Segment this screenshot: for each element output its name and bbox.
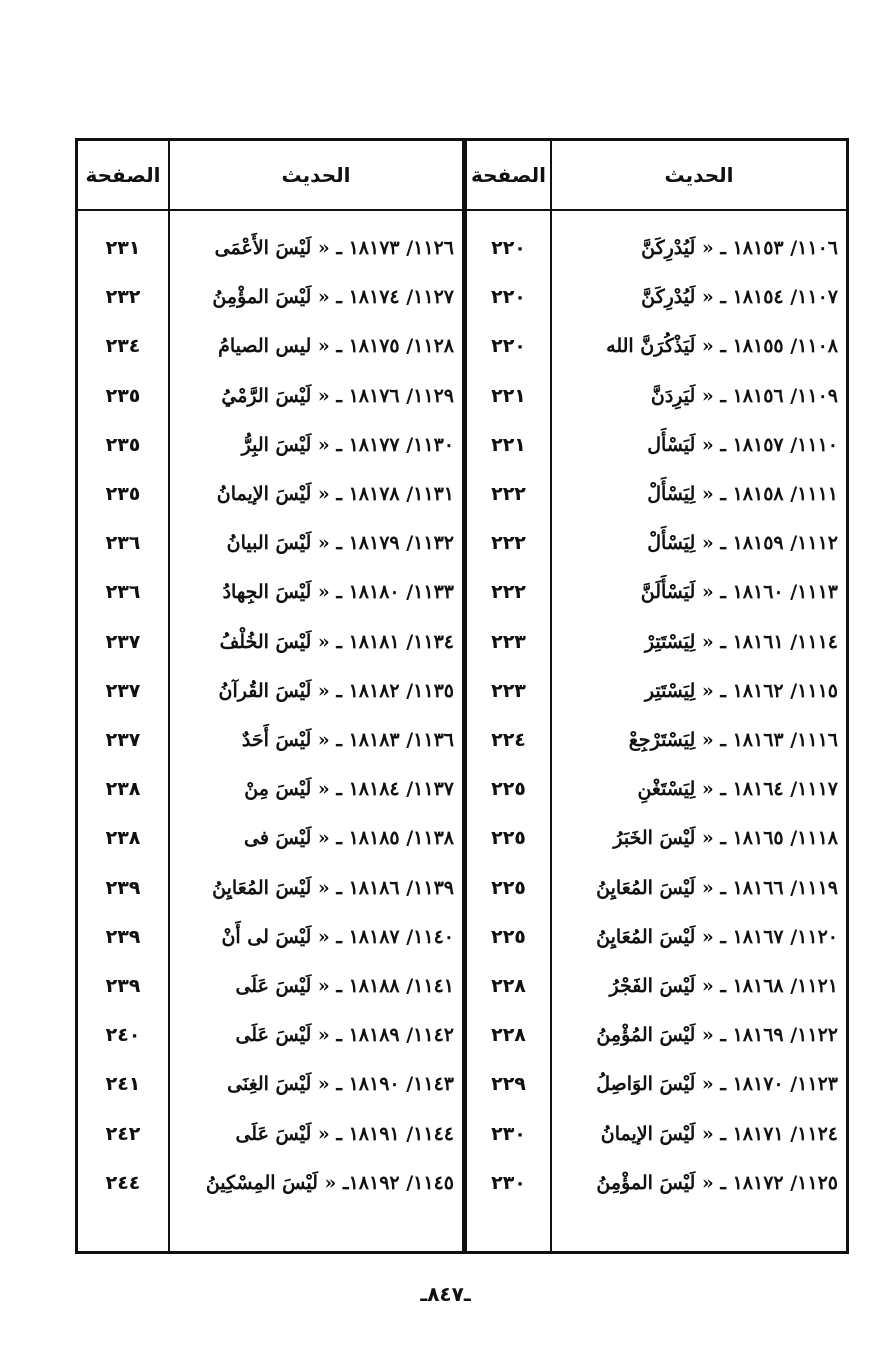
right-hadith-cell: ١١١١/ ١٨١٥٨ ـ « لِيَسْأَلْ — [647, 483, 838, 505]
table-row — [78, 813, 846, 863]
left-hadith-cell: ١١٤٤/ ١٨١٩١ ـ « لَيْسَ عَلَى — [235, 1122, 454, 1145]
right-hadith-cell: ١١١٦/ ١٨١٦٣ ـ « لِيَسْتَرْجِعْ — [628, 729, 838, 751]
left-page-cell: ٢٣٨ — [105, 827, 141, 850]
table-row — [78, 1158, 846, 1208]
left-page-cell: ٢٣٤ — [105, 335, 141, 358]
table-row — [78, 223, 846, 273]
table-row — [78, 1109, 846, 1159]
right-page-cell: ٢٣٠ — [491, 1122, 526, 1145]
left-page-cell: ٢٣٥ — [105, 433, 141, 456]
table-row — [78, 518, 846, 568]
header-right-page: الصفحة — [471, 163, 547, 187]
left-page-cell: ٢٣٧ — [105, 630, 141, 653]
left-hadith-cell: ١١٣٩/ ١٨١٨٦ ـ « لَيْسَ المُعَايِنُ — [212, 876, 454, 899]
left-page-cell: ٢٣٥ — [105, 384, 141, 407]
table-row — [78, 567, 846, 617]
right-page-cell: ٢٢٩ — [491, 1073, 526, 1096]
right-hadith-cell: ١١١٠/ ١٨١٥٧ ـ « لَيَسْأَل — [647, 433, 838, 456]
header-divider — [78, 209, 846, 211]
right-hadith-cell: ١١٠٧/ ١٨١٥٤ ـ « لَيُدْرِكَنَّ — [641, 286, 838, 309]
left-page-cell: ٢٣١ — [105, 237, 141, 259]
right-page-cell: ٢٢٠ — [491, 335, 526, 358]
left-hadith-cell: ١١٢٦/ ١٨١٧٣ ـ « لَيْسَ الأَعْمَى — [214, 237, 454, 259]
left-hadith-cell: ١١٣٤/ ١٨١٨١ ـ « لَيْسَ الخُلْفُ — [219, 630, 454, 653]
left-hadith-cell: ١١٤٣/ ١٨١٩٠ ـ « لَيْسَ الغِنَى — [227, 1073, 454, 1096]
left-hadith-cell: ١١٤٥/ ١٨١٩٢ـ « لَيْسَ المِسْكِينُ — [205, 1171, 454, 1194]
table-row — [78, 912, 846, 962]
right-page-cell: ٢٢٥ — [491, 876, 526, 899]
right-hadith-cell: ١١١٨/ ١٨١٦٥ ـ « لَيْسَ الخَبَرُ — [613, 827, 838, 850]
right-hadith-cell: ١١٢٣/ ١٨١٧٠ ـ « لَيْسَ الوَاصِلُ — [596, 1073, 838, 1096]
right-hadith-cell: ١١١٤/ ١٨١٦١ ـ « لِيَسْتَتِرْ — [644, 630, 838, 653]
right-page-cell: ٢٢١ — [491, 384, 526, 407]
right-page-cell: ٢٢٥ — [491, 925, 526, 948]
right-page-cell: ٢٢٨ — [491, 1024, 526, 1047]
table-row — [78, 272, 846, 322]
table-row — [78, 617, 846, 667]
header-right-hadith: الحديث — [664, 163, 734, 187]
page-number: ـ٨٤٧ـ — [420, 1282, 471, 1306]
right-hadith-cell: ١١٢١/ ١٨١٦٨ ـ « لَيْسَ الفَجْرُ — [609, 975, 838, 997]
left-page-cell: ٢٣٦ — [105, 581, 141, 604]
table-row — [78, 420, 846, 470]
left-hadith-cell: ١١٣٣/ ١٨١٨٠ ـ « لَيْسَ الجِهادُ — [222, 581, 454, 604]
left-hadith-cell: ١١٤١/ ١٨١٨٨ ـ « لَيْسَ عَلَى — [235, 975, 454, 997]
right-page-cell: ٢٢٤ — [491, 729, 526, 751]
right-page-cell: ٢٢٨ — [491, 975, 526, 997]
left-page-cell: ٢٤٠ — [105, 1024, 141, 1047]
left-hadith-cell: ١١٢٨/ ١٨١٧٥ ـ « ليس الصيامُ — [218, 335, 454, 358]
left-hadith-cell: ١١٣٠/ ١٨١٧٧ ـ « لَيْسَ البِرُّ — [241, 433, 454, 456]
left-hadith-cell: ١١٣١/ ١٨١٧٨ ـ « لَيْسَ الإيمانُ — [216, 483, 454, 505]
table-row — [78, 371, 846, 421]
table-row — [78, 1010, 846, 1060]
table-row — [78, 321, 846, 371]
right-hadith-cell: ١١١٣/ ١٨١٦٠ ـ « لَيَسْأَلَنَّ — [640, 581, 838, 604]
table-row — [78, 666, 846, 716]
right-hadith-cell: ١١٠٦/ ١٨١٥٣ ـ « لَيُدْرِكَنَّ — [641, 237, 838, 259]
right-hadith-cell: ١١٠٩/ ١٨١٥٦ ـ « لَيَرِدَنَّ — [650, 384, 838, 407]
left-page-cell: ٢٣٥ — [105, 483, 141, 505]
right-hadith-cell: ١١٢٢/ ١٨١٦٩ ـ « لَيْسَ المُؤْمِنُ — [596, 1024, 838, 1047]
left-hadith-cell: ١١٢٩/ ١٨١٧٦ ـ « لَيْسَ الرَّمْيُ — [221, 384, 454, 407]
left-hadith-cell: ١١٤٢/ ١٨١٨٩ ـ « لَيْسَ عَلَى — [235, 1024, 454, 1047]
left-hadith-cell: ١١٣٢/ ١٨١٧٩ ـ « لَيْسَ البيانُ — [226, 532, 454, 555]
left-page-cell: ٢٤٢ — [105, 1122, 141, 1145]
header-left-page: الصفحة — [85, 163, 161, 187]
left-page-cell: ٢٤٤ — [105, 1171, 141, 1194]
left-page-cell: ٢٣٨ — [105, 778, 141, 801]
left-hadith-cell: ١١٣٨/ ١٨١٨٥ ـ « لَيْسَ فى — [244, 827, 454, 850]
right-hadith-cell: ١١٢٠/ ١٨١٦٧ ـ « لَيْسَ المُعَايِنُ — [596, 925, 838, 948]
left-hadith-cell: ١١٣٦/ ١٨١٨٣ ـ « لَيْسَ أَحَدٌ — [241, 729, 454, 751]
left-hadith-cell: ١١٤٠/ ١٨١٨٧ ـ « لَيْسَ لى أَنْ — [221, 925, 454, 948]
right-hadith-cell: ١١٢٤/ ١٨١٧١ ـ « لَيْسَ الإيمانُ — [600, 1122, 838, 1145]
table-row — [78, 1059, 846, 1109]
right-page-cell: ٢٢٢ — [491, 483, 526, 505]
table-row — [78, 764, 846, 814]
left-page-cell: ٢٤١ — [105, 1073, 141, 1096]
right-page-cell: ٢٢٣ — [491, 630, 526, 653]
left-page-cell: ٢٣٩ — [105, 925, 141, 948]
left-page-cell: ٢٣٧ — [105, 729, 141, 751]
left-page-cell: ٢٣٩ — [105, 975, 141, 997]
left-page-cell: ٢٣٢ — [105, 286, 141, 309]
right-page-cell: ٢٢٣ — [491, 679, 526, 702]
right-page-cell: ٢٢٢ — [491, 581, 526, 604]
right-page-cell: ٢٢٢ — [491, 532, 526, 555]
left-hadith-cell: ١١٢٧/ ١٨١٧٤ ـ « لَيْسَ المؤْمِنُ — [212, 286, 454, 309]
right-hadith-cell: ١١١٥/ ١٨١٦٢ ـ « لِيَسْتَتِر — [644, 679, 838, 702]
left-page-cell: ٢٣٧ — [105, 679, 141, 702]
right-page-cell: ٢٣٠ — [491, 1171, 526, 1194]
right-page-cell: ٢٢٥ — [491, 778, 526, 801]
table-row — [78, 863, 846, 913]
right-page-cell: ٢٢٠ — [491, 286, 526, 309]
left-page-cell: ٢٣٩ — [105, 876, 141, 899]
left-hadith-cell: ١١٣٧/ ١٨١٨٤ ـ « لَيْسَ مِنْ — [244, 778, 454, 801]
right-hadith-cell: ١١١٢/ ١٨١٥٩ ـ « لِيَسْأَلْ — [647, 532, 838, 555]
header-left-hadith: الحديث — [281, 163, 351, 187]
table-row — [78, 715, 846, 765]
right-hadith-cell: ١١١٧/ ١٨١٦٤ ـ « لِيَسْتَغْنِ — [637, 778, 838, 801]
table-row — [78, 961, 846, 1011]
right-page-cell: ٢٢٥ — [491, 827, 526, 850]
index-table — [75, 138, 849, 1254]
left-page-cell: ٢٣٦ — [105, 532, 141, 555]
right-page-cell: ٢٢١ — [491, 433, 526, 456]
right-hadith-cell: ١١١٩/ ١٨١٦٦ ـ « لَيْسَ المُعَايِنُ — [596, 876, 838, 899]
right-hadith-cell: ١١٠٨/ ١٨١٥٥ ـ « لَيَذْكُرَنَّ الله — [606, 335, 838, 358]
right-page-cell: ٢٢٠ — [491, 237, 526, 259]
right-hadith-cell: ١١٢٥/ ١٨١٧٢ ـ « لَيْسَ المؤْمِنُ — [596, 1171, 838, 1194]
left-hadith-cell: ١١٣٥/ ١٨١٨٢ ـ « لَيْسَ القُرآنُ — [218, 679, 454, 702]
table-row — [78, 469, 846, 519]
